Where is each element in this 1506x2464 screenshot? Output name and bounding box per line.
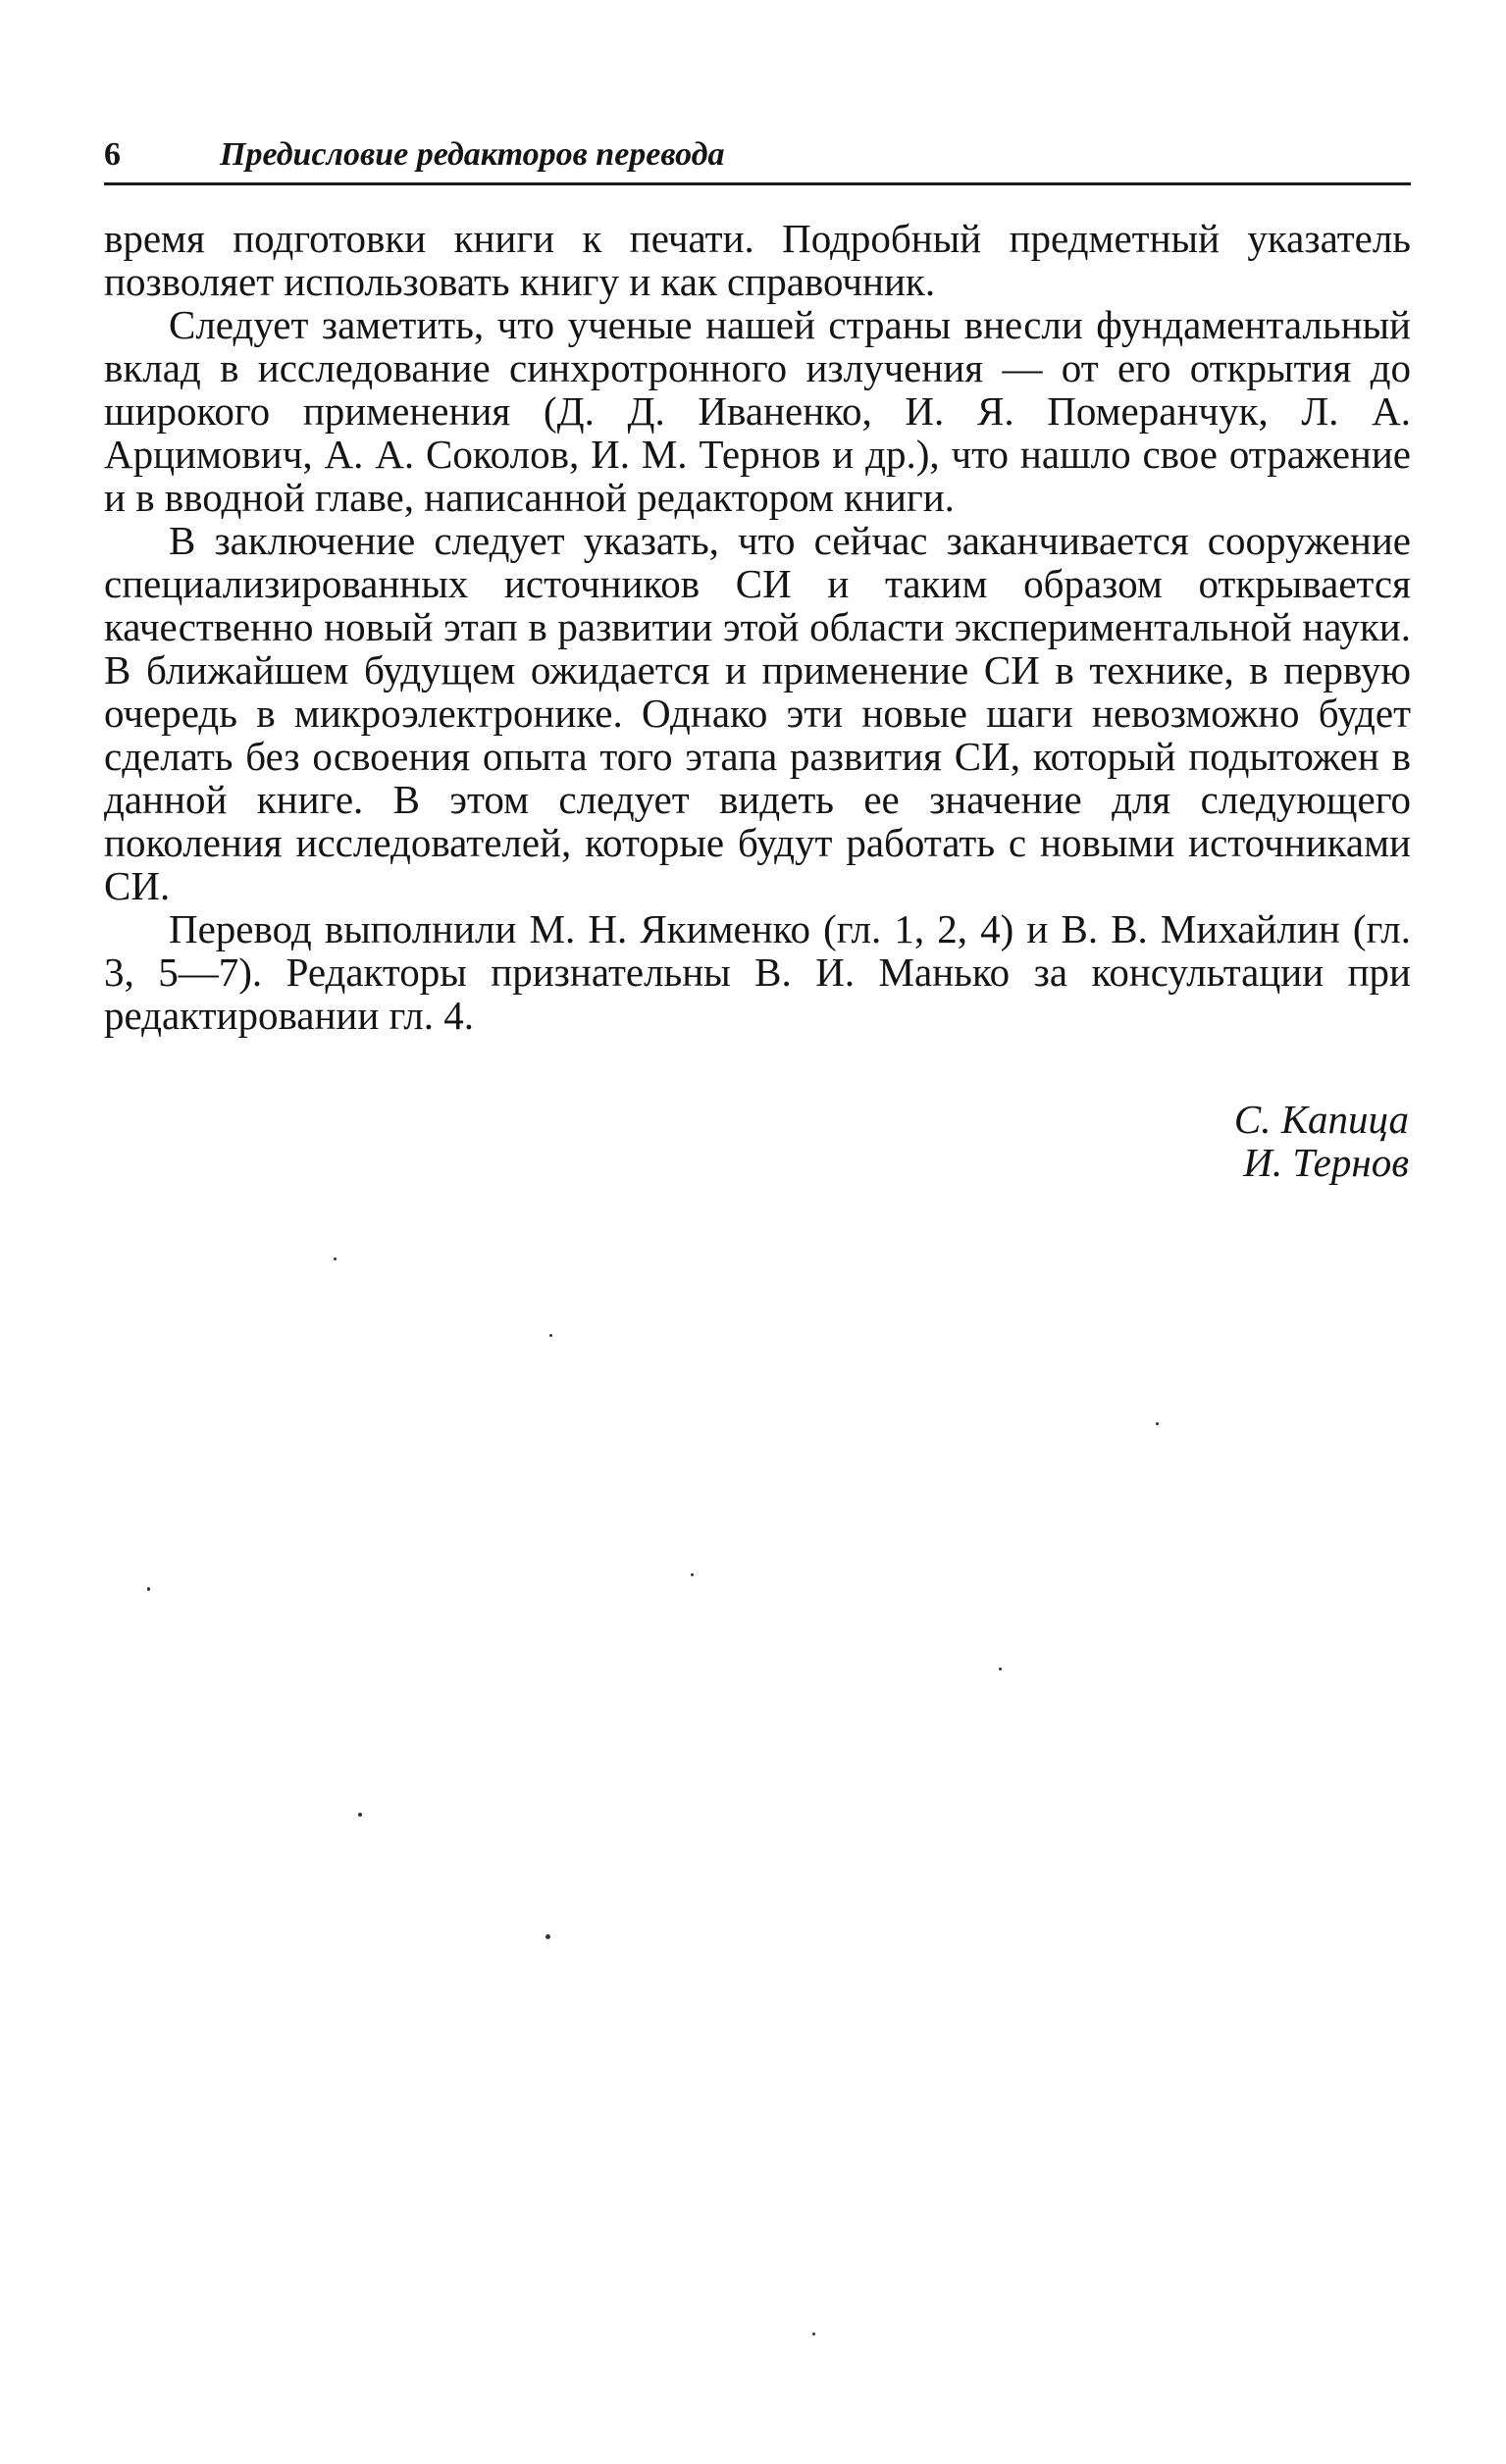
scan-speck — [147, 1587, 150, 1591]
scan-speck — [812, 2333, 815, 2336]
book-page — [104, 128, 1411, 1184]
running-title: Предисловие редакторов перевода — [220, 136, 725, 173]
scan-speck — [545, 1934, 550, 1939]
scan-speck — [334, 1258, 337, 1260]
signature-kapitsa: С. Капица — [1233, 1097, 1409, 1142]
signatures — [104, 1098, 1411, 1184]
scan-speck — [358, 1813, 362, 1817]
scan-speck — [691, 1573, 694, 1576]
running-head — [104, 128, 1411, 185]
scan-speck — [999, 1668, 1002, 1670]
scan-speck — [1156, 1422, 1159, 1425]
paragraph-continuation: время подготовки книги к печати. Подробный предметный указатель позволяет использовать книгу и как справочник. — [104, 216, 1411, 304]
scan-speck — [549, 1334, 552, 1337]
body-text — [104, 217, 1411, 1037]
signature-ternov: И. Тернов — [1243, 1140, 1409, 1185]
paragraph-translators: Перевод выполнили М. Н. Якименко (гл. 1, 2, 4) и В. В. Михайлин (гл. 3, 5—7). Редакторы признательны В. И. Манько за консультации при редактировании гл. 4. — [104, 906, 1411, 1038]
page-number: 6 — [104, 136, 121, 173]
paragraph-soviet-contribution: Следует заметить, что ученые нашей страны внесли фундаментальный вклад в исследование синхротронного излучения — от его открытия до широкого применения (Д. Д. Иваненко, И. Я. Померанчук, Л. А. Арцимович, А. А. Соколов, И. М. Тернов и др.), что нашло свое отражение и в вводной главе, написанной редактором книги. — [104, 302, 1411, 520]
paragraph-conclusion: В заключение следует указать, что сейчас заканчивается сооружение специализированных источников СИ и таким образом открывается качественно новый этап в развитии этой области экспериментальной науки. В ближайшем будущем ожидается и применение СИ в технике, в первую очередь в микроэлектронике. Однако эти новые шаги невозможно будет сделать без освоения опыта того этапа развития СИ, который подытожен в данной книге. В этом следует видеть ее значение для следующего поколения исследователей, которые будут работать с новыми источниками СИ. — [104, 518, 1411, 908]
